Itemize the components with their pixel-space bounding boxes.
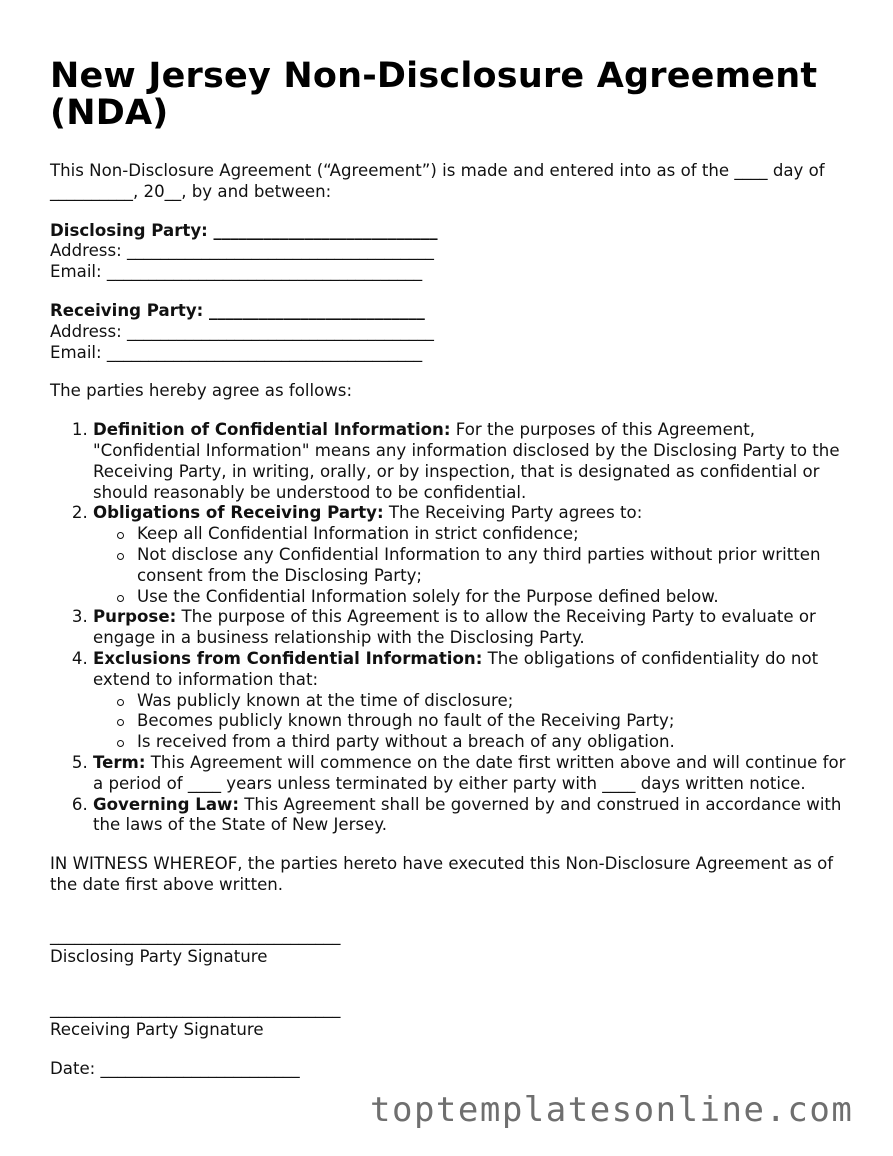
disclosing-party-block: [50, 221, 850, 283]
intro-paragraph: This Non-Disclosure Agreement (“Agreement”) is made and entered into as of the ____ day of __________, 20__, by and between:: [50, 161, 825, 201]
receiving-party-blank: __________________________: [203, 300, 425, 320]
disclosing-signature-line: ___________________________________: [50, 925, 341, 945]
witness-paragraph: IN WITNESS WHEREOF, the parties hereto have executed this Non-Disclosure Agreement as of the date first above written.: [50, 854, 834, 894]
clause-heading: Definition of Confidential Information:: [93, 420, 451, 440]
document-page: [50, 58, 850, 1080]
clause-heading: Governing Law:: [93, 794, 239, 814]
receiving-signature-block: [50, 999, 850, 1041]
clause-purpose: [93, 607, 850, 649]
clause-obligations: [93, 503, 850, 607]
clause-text: For the purposes of this Agreement, "Confidential Information" means any information disclosed by the Disclosing Party to the Receiving Party, in writing, orally, or by inspection, that is designated as confidential or should reasonably be understood to be confidential.: [93, 420, 840, 502]
receiving-party-label: Receiving Party:: [50, 300, 204, 320]
clause-heading: Term:: [93, 752, 146, 772]
receiving-signature-label: Receiving Party Signature: [50, 1020, 264, 1040]
receiving-email-line: Email: ______________________________________: [50, 342, 423, 362]
receiving-party-line: [50, 301, 850, 322]
list-item: Is received from a third party without a breach of any obligation.: [137, 732, 850, 753]
list-item: Not disclose any Confidential Information to any third parties without prior written consent from the Disclosing Party;: [137, 545, 850, 587]
agree-paragraph: The parties hereby agree as follows:: [50, 381, 353, 401]
date-line: Date: ________________________: [50, 1058, 300, 1078]
clause-term: [93, 753, 850, 795]
list-item: Was publicly known at the time of disclosure;: [137, 691, 850, 712]
clause-text: This Agreement shall be governed by and construed in accordance with the laws of the State of New Jersey.: [93, 794, 842, 835]
clause-definition: [93, 420, 850, 503]
disclosing-signature-block: [50, 926, 850, 968]
disclosing-address-line: Address: _____________________________________: [50, 241, 434, 261]
list-item: Keep all Confidential Information in strict confidence;: [137, 524, 850, 545]
exclusions-sublist: [93, 691, 850, 753]
clause-text: The Receiving Party agrees to:: [383, 503, 643, 523]
document-title: New Jersey Non-Disclosure Agreement (NDA): [50, 56, 818, 133]
list-item: Becomes publicly known through no fault of the Receiving Party;: [137, 711, 850, 732]
disclosing-email-line: Email: ______________________________________: [50, 262, 423, 282]
clause-heading: Purpose:: [93, 607, 177, 627]
clauses-list: [50, 420, 850, 836]
site-watermark: toptemplatesonline.com: [370, 1090, 854, 1130]
disclosing-party-blank: ___________________________: [207, 220, 438, 240]
list-item: Use the Confidential Information solely for the Purpose defined below.: [137, 587, 850, 608]
clause-text: This Agreement will commence on the date first written above and will continue for a period of ____ years unless terminated by either party with ____ days written notice.: [93, 752, 846, 793]
receiving-address-line: Address: _____________________________________: [50, 321, 434, 341]
clause-governing-law: [93, 795, 850, 837]
clause-heading: Exclusions from Confidential Information:: [93, 648, 483, 668]
receiving-signature-line: ___________________________________: [50, 999, 341, 1019]
receiving-party-block: [50, 301, 850, 363]
clause-exclusions: [93, 649, 850, 753]
disclosing-party-line: [50, 221, 850, 242]
obligations-sublist: [93, 524, 850, 607]
disclosing-party-label: Disclosing Party:: [50, 220, 208, 240]
clause-heading: Obligations of Receiving Party:: [93, 503, 384, 523]
clause-text: The purpose of this Agreement is to allow the Receiving Party to evaluate or engage in a business relationship with the Disclosing Party.: [93, 607, 816, 648]
clause-text: The obligations of confidentiality do not extend to information that:: [93, 648, 819, 689]
disclosing-signature-label: Disclosing Party Signature: [50, 946, 268, 966]
